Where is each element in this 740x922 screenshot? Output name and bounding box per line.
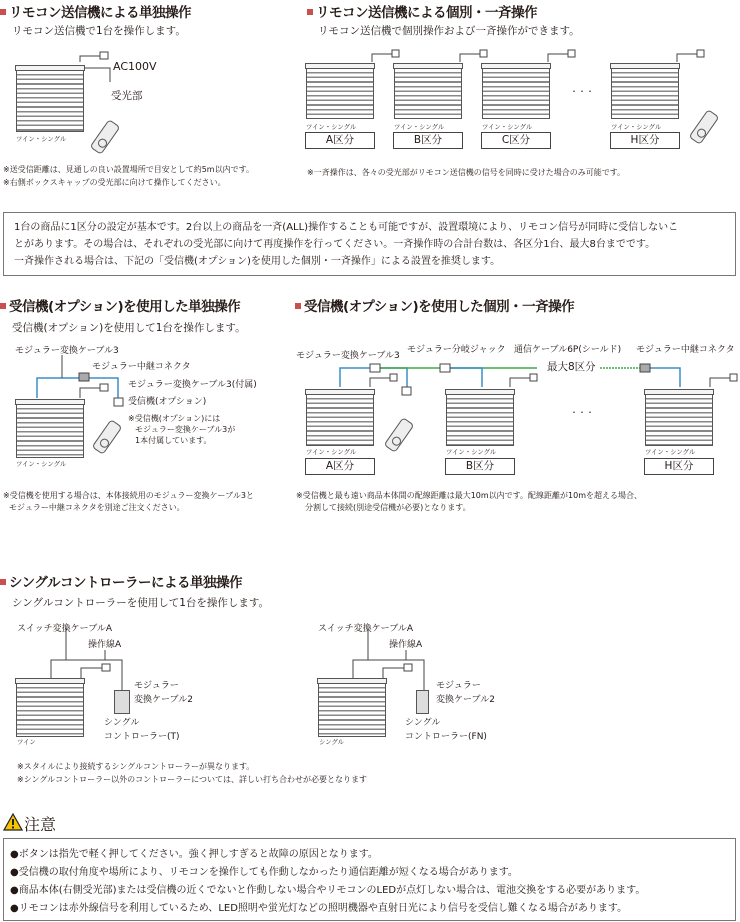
section-subtitle: シングルコントローラーを使用して1台を操作します。 — [12, 597, 270, 609]
caution-box — [3, 838, 736, 921]
modular-label: 変換ケーブル2 — [134, 695, 193, 705]
style-label: ツイン・シングル — [645, 447, 696, 456]
single-controller-t-icon — [114, 690, 130, 714]
controller-label: シングル — [405, 718, 441, 728]
wire-label: 操作線A — [389, 640, 423, 650]
switch-cable-label: スイッチ変換ケーブルA — [17, 624, 112, 634]
caution-item: ●商品本体(右側受光部)または受信機の近くでないと作動しない場合やリモコンのLEDが点灯しない場合は、電池交換をする必要があります。 — [10, 885, 646, 896]
modular-label: モジュラー — [436, 681, 481, 691]
zone-h: H区分 — [644, 458, 714, 475]
blind-illustration — [645, 394, 713, 446]
note: ※送受信距離は、見通しの良い設置場所で目安として約5m以内です。 — [3, 165, 254, 174]
section-title-remote-group: リモコン送信機による個別・一斉操作 — [307, 1, 537, 21]
zone-h: H区分 — [610, 132, 680, 149]
included-note: モジュラー変換ケーブル3が — [135, 425, 236, 434]
cable3-label: モジュラー変換ケーブル3 — [296, 351, 400, 361]
note: ※スタイルにより接続するシングルコントローラーが異なります。 — [17, 762, 255, 771]
zone-c: C区分 — [481, 132, 551, 149]
info-line: 1台の商品に1区分の設定が基本です。2台以上の商品を一斉(ALL)操作することも可能ですが、設置環境により、リモコン信号が同時に受信しないこ — [14, 222, 679, 233]
ellipsis: ・・・ — [570, 408, 594, 417]
note: 分割して接続(別途受信機が必要)となります。 — [305, 503, 471, 512]
zone-b: B区分 — [445, 458, 515, 475]
branch-jack-label: モジュラー分岐ジャック — [407, 345, 506, 355]
note: ※右側ボックスキャップの受光部に向けて操作してください。 — [3, 178, 226, 187]
blind-illustration — [482, 68, 550, 119]
controller-label: コントローラー(T) — [104, 732, 180, 742]
section-title-receiver-single: 受信機(オプション)を使用した単独操作 — [0, 295, 240, 315]
comm-cable-label: 通信ケーブル6P(シールド) — [514, 345, 622, 355]
note: モジュラー中継コネクタを別途ご注文ください。 — [9, 503, 185, 512]
caution-item: ●ボタンは指先で軽く押してください。強く押しすぎると故障の原因となります。 — [10, 849, 378, 860]
blind-illustration — [306, 68, 374, 119]
caution-title: 注意 — [24, 815, 57, 834]
blind-illustration — [306, 394, 374, 446]
receiver-option-label: 受信機(オプション) — [128, 397, 207, 407]
style-label: シングル — [319, 737, 345, 746]
controller-label: シングル — [104, 718, 140, 728]
style-label: ツイン・シングル — [16, 134, 67, 143]
blind-illustration — [611, 68, 679, 119]
section-subtitle: 受信機(オプション)を使用して1台を操作します。 — [12, 322, 246, 334]
note: ※受信機を使用する場合は、本体接続用のモジュラー変換ケーブル3と — [3, 491, 254, 500]
caution-item: ●リモコンは赤外線信号を利用しているため、LED照明や蛍光灯などの照明機器や直射日光により信号を受信し難くなる場合があります。 — [10, 903, 628, 914]
modular-label: モジュラー — [134, 681, 179, 691]
style-label: ツイン — [17, 737, 36, 746]
info-line: とがあります。その場合は、それぞれの受光部に向けて再度操作を行ってください。一斉操作時の合計台数は、各区分1台、最大8台までです。 — [14, 239, 656, 250]
warning-icon — [3, 813, 23, 831]
style-label: ツイン・シングル — [306, 122, 357, 131]
modular-label: 変換ケーブル2 — [436, 695, 495, 705]
note: ※受信機と最も遠い商品本体間の配線距離は最大10m以内です。配線距離が10mを超える場合、 — [296, 491, 643, 500]
style-label: ツイン・シングル — [306, 447, 357, 456]
style-label: ツイン・シングル — [482, 122, 533, 131]
zone-a: A区分 — [305, 132, 375, 149]
style-label: ツイン・シングル — [16, 459, 67, 468]
max-zones-label: 最大8区分 — [547, 361, 596, 373]
zone-a: A区分 — [305, 458, 375, 475]
note: ※シングルコントローラー以外のコントローラーについては、詳しい打ち合わせが必要となります — [17, 775, 367, 784]
included-note: ※受信機(オプション)には — [128, 414, 221, 423]
cable3-included-label: モジュラー変換ケーブル3(付属) — [128, 380, 257, 390]
relay-label: モジュラー中継コネクタ — [92, 362, 191, 372]
note: ※一斉操作は、各々の受光部がリモコン送信機の信号を同時に受けた場合のみ可能です。 — [307, 168, 626, 177]
section-title-single-controller: シングルコントローラーによる単独操作 — [0, 571, 242, 591]
section-subtitle: リモコン送信機で1台を操作します。 — [12, 25, 186, 37]
included-note: 1本付属しています。 — [135, 436, 212, 445]
blind-illustration — [394, 68, 462, 119]
switch-cable-label: スイッチ変換ケーブルA — [318, 624, 413, 634]
style-label: ツイン・シングル — [394, 122, 445, 131]
style-label: ツイン・シングル — [611, 122, 662, 131]
section-title-receiver-group: 受信機(オプション)を使用した個別・一斉操作 — [295, 295, 574, 315]
wire-label: 操作線A — [88, 640, 122, 650]
relay-label: モジュラー中継コネクタ — [636, 345, 735, 355]
section-title-remote-single: リモコン送信機による単独操作 — [0, 1, 191, 21]
blind-illustration — [16, 683, 84, 737]
receiver-label: 受光部 — [111, 90, 143, 102]
blind-illustration — [446, 394, 514, 446]
info-line: 一斉操作される場合は、下記の「受信機(オプション)を使用した個別・一斉操作」による設置を推奨します。 — [14, 256, 501, 267]
blind-illustration — [16, 404, 84, 458]
controller-label: コントローラー(FN) — [405, 732, 487, 742]
info-box — [3, 212, 736, 276]
style-label: ツイン・シングル — [446, 447, 497, 456]
cable3-label: モジュラー変換ケーブル3 — [15, 346, 119, 356]
section-subtitle: リモコン送信機で個別操作および一斉操作ができます。 — [318, 25, 580, 37]
single-controller-fn-icon — [416, 690, 429, 714]
ac100v-label: AC100V — [113, 60, 157, 73]
caution-item: ●受信機の取付角度や場所により、リモコンを操作しても作動しなかったり通信距離が短くなる場合があります。 — [10, 867, 518, 878]
zone-b: B区分 — [393, 132, 463, 149]
blind-illustration — [16, 70, 84, 132]
blind-illustration — [318, 683, 386, 737]
ellipsis: ・・・ — [570, 87, 594, 96]
